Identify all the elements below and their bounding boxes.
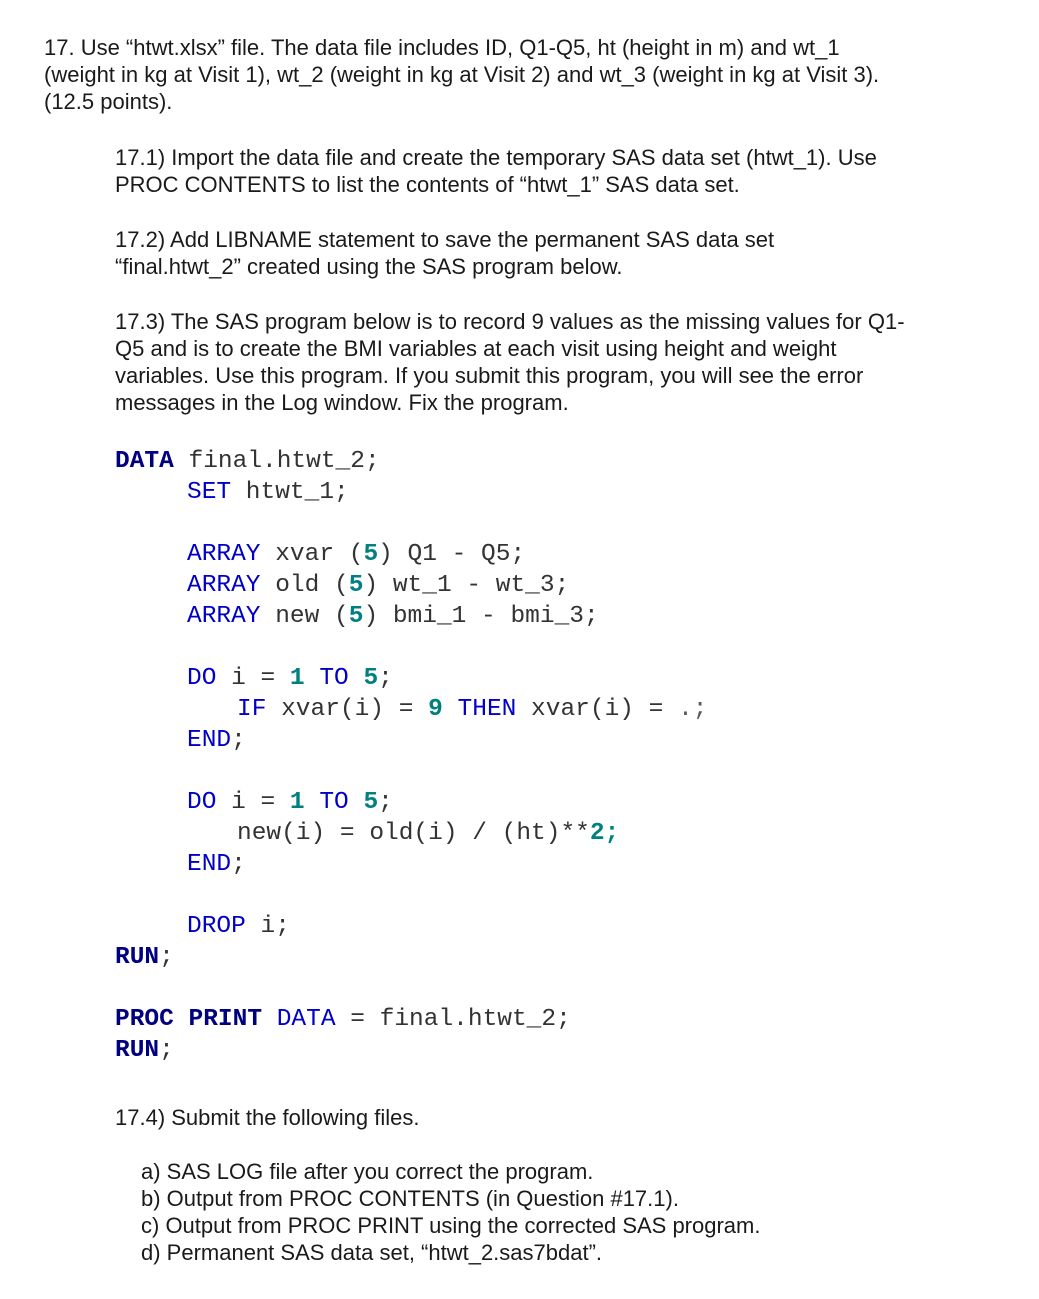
semicolon: ; bbox=[231, 727, 246, 754]
data-keyword: DATA bbox=[115, 448, 174, 475]
q17-1-line-2: PROC CONTENTS to list the contents of “htwt_1” SAS data set. bbox=[115, 172, 740, 197]
array2-name: old bbox=[260, 572, 335, 599]
do2-variable: i = bbox=[216, 789, 290, 816]
run-keyword: RUN bbox=[115, 944, 160, 971]
deliverables-list bbox=[141, 1158, 760, 1266]
array1-name: xvar bbox=[260, 541, 349, 568]
array2-vars: ) wt_1 - wt_3; bbox=[363, 572, 570, 599]
code-run-line-1 bbox=[115, 942, 708, 973]
print-keyword: PRINT bbox=[188, 1006, 263, 1033]
question-17-2 bbox=[115, 226, 774, 280]
array3-size: 5 bbox=[348, 603, 364, 630]
semicolon: ; bbox=[159, 944, 174, 971]
code-if-line bbox=[115, 694, 708, 725]
code-blank-line bbox=[115, 756, 708, 787]
set-keyword: SET bbox=[187, 479, 232, 506]
if-expression: xvar(i) = bbox=[266, 696, 429, 723]
code-do-line-1 bbox=[115, 663, 708, 694]
code-do-line-2 bbox=[115, 787, 708, 818]
array3-vars: ) bmi_1 - bmi_3; bbox=[363, 603, 599, 630]
code-set-line bbox=[115, 477, 708, 508]
proc-keyword: PROC bbox=[115, 1006, 174, 1033]
do-keyword: DO bbox=[187, 665, 217, 692]
do1-start: 1 bbox=[289, 665, 305, 692]
end-keyword: END bbox=[187, 727, 232, 754]
set-argument: htwt_1; bbox=[231, 479, 349, 506]
array2-open: ( bbox=[334, 572, 349, 599]
array1-size: 5 bbox=[363, 541, 379, 568]
q17-2-line-1: 17.2) Add LIBNAME statement to save the permanent SAS data set bbox=[115, 227, 775, 252]
do1-variable: i = bbox=[216, 665, 290, 692]
code-array-line-3 bbox=[115, 601, 708, 632]
question-intro bbox=[44, 34, 879, 115]
print-argument: = final.htwt_2; bbox=[335, 1006, 571, 1033]
q17-3-line-4: messages in the Log window. Fix the program. bbox=[115, 390, 569, 415]
semicolon: ; bbox=[378, 789, 393, 816]
intro-line-1: 17. Use “htwt.xlsx” file. The data file includes ID, Q1-Q5, ht (height in m) and wt_1 bbox=[44, 35, 840, 60]
print-data-keyword: DATA bbox=[276, 1006, 336, 1033]
deliverable-item-a: a) SAS LOG file after you correct the program. bbox=[141, 1159, 594, 1184]
run-keyword: RUN bbox=[115, 1037, 160, 1064]
q17-4-line: 17.4) Submit the following files. bbox=[115, 1105, 420, 1130]
code-data-line bbox=[115, 446, 708, 477]
code-end-line-2 bbox=[115, 849, 708, 880]
if-value: 9 bbox=[428, 696, 443, 723]
drop-argument: i; bbox=[245, 913, 290, 940]
end-keyword: END bbox=[187, 851, 232, 878]
q17-3-line-1: 17.3) The SAS program below is to record 9 values as the missing values for Q1- bbox=[115, 309, 905, 334]
code-array-line-2 bbox=[115, 570, 708, 601]
deliverable-item-b: b) Output from PROC CONTENTS (in Question #17.1). bbox=[141, 1186, 679, 1211]
do1-end: 5 bbox=[363, 665, 379, 692]
array3-name: new bbox=[260, 603, 335, 630]
semicolon: ; bbox=[159, 1037, 174, 1064]
q17-2-line-2: “final.htwt_2” created using the SAS program below. bbox=[115, 254, 623, 279]
question-17-3 bbox=[115, 308, 905, 416]
drop-keyword: DROP bbox=[187, 913, 246, 940]
do2-end: 5 bbox=[363, 789, 379, 816]
then-expression: xvar(i) = bbox=[516, 696, 679, 723]
array-keyword: ARRAY bbox=[187, 603, 261, 630]
semicolon: ; bbox=[231, 851, 246, 878]
array1-vars: ) Q1 - Q5; bbox=[378, 541, 526, 568]
code-run-line-2 bbox=[115, 1035, 708, 1066]
code-blank-line bbox=[115, 880, 708, 911]
array3-open: ( bbox=[334, 603, 349, 630]
semicolon: ; bbox=[378, 665, 393, 692]
array1-open: ( bbox=[348, 541, 364, 568]
deliverable-item-c: c) Output from PROC PRINT using the corrected SAS program. bbox=[141, 1213, 761, 1238]
code-end-line-1 bbox=[115, 725, 708, 756]
intro-line-3: (12.5 points). bbox=[44, 89, 173, 114]
q17-1-line-1: 17.1) Import the data file and create the temporary SAS data set (htwt_1). Use bbox=[115, 145, 877, 170]
code-blank-line bbox=[115, 508, 708, 539]
bmi-power: 2; bbox=[589, 820, 620, 847]
code-drop-line bbox=[115, 911, 708, 942]
array-keyword: ARRAY bbox=[187, 572, 261, 599]
do2-start: 1 bbox=[289, 789, 305, 816]
missing-value: .; bbox=[678, 696, 708, 723]
then-keyword: THEN bbox=[457, 696, 517, 723]
bmi-calculation: new(i) = old(i) / (ht)** bbox=[237, 820, 590, 847]
question-17-1 bbox=[115, 144, 877, 198]
intro-line-2: (weight in kg at Visit 1), wt_2 (weight in kg at Visit 2) and wt_3 (weight in kg at Visit 3). bbox=[44, 62, 880, 87]
q17-3-line-3: variables. Use this program. If you submit this program, you will see the error bbox=[115, 363, 864, 388]
q17-3-line-2: Q5 and is to create the BMI variables at each visit using height and weight bbox=[115, 336, 837, 361]
do-keyword: DO bbox=[187, 789, 217, 816]
code-blank-line bbox=[115, 973, 708, 1004]
code-proc-line bbox=[115, 1004, 708, 1035]
code-array-line-1 bbox=[115, 539, 708, 570]
to-keyword: TO bbox=[319, 789, 349, 816]
array-keyword: ARRAY bbox=[187, 541, 261, 568]
code-calc-line bbox=[115, 818, 708, 849]
question-17-4 bbox=[115, 1104, 420, 1131]
to-keyword: TO bbox=[319, 665, 349, 692]
deliverable-item-d: d) Permanent SAS data set, “htwt_2.sas7bdat”. bbox=[141, 1240, 603, 1265]
code-blank-line bbox=[115, 632, 708, 663]
if-keyword: IF bbox=[237, 696, 267, 723]
array2-size: 5 bbox=[348, 572, 364, 599]
sas-code-block bbox=[115, 446, 708, 1066]
dataset-name: final.htwt_2; bbox=[173, 448, 380, 475]
